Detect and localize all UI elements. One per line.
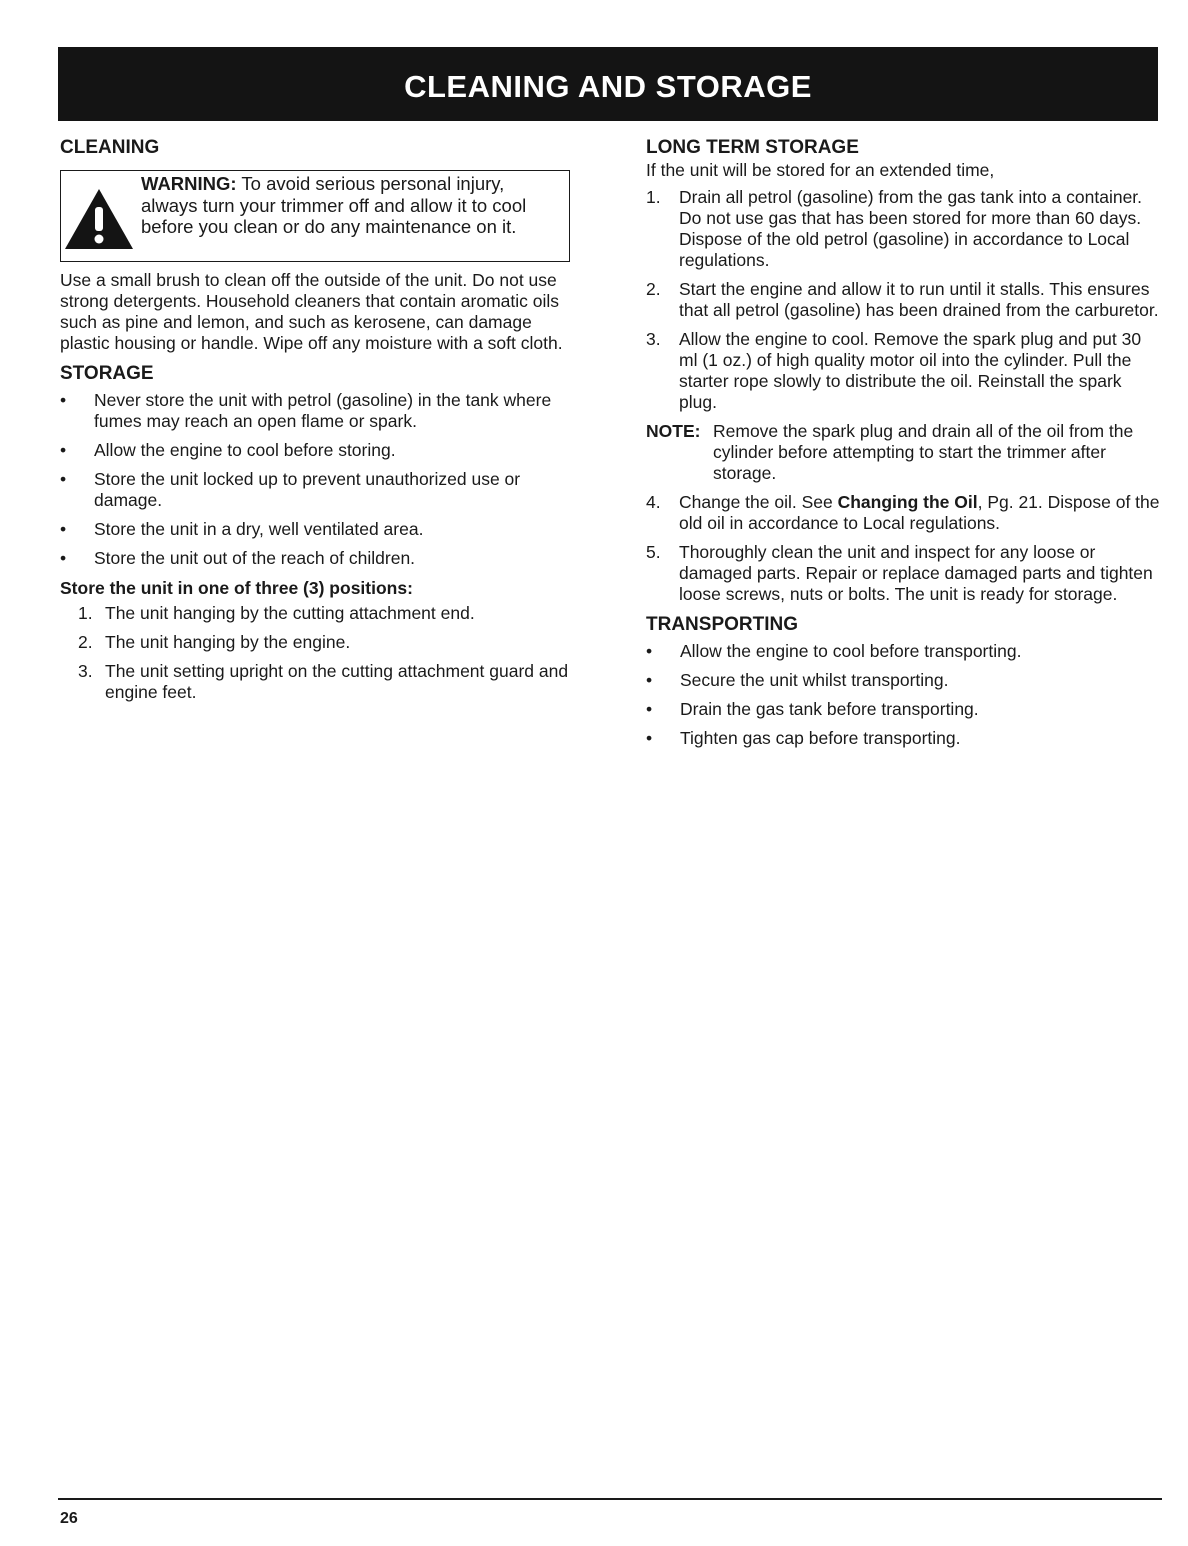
note-block	[646, 421, 1161, 484]
list-number: 1.	[78, 603, 93, 623]
list-number: 4.	[646, 492, 661, 512]
long-term-steps	[646, 187, 1161, 413]
list-item	[60, 603, 572, 624]
list-item	[646, 187, 1161, 271]
list-item: • Allow the engine to cool before transporting.	[646, 641, 1161, 662]
list-item: • Store the unit in a dry, well ventilated area.	[60, 519, 572, 540]
list-number: 2.	[78, 632, 93, 652]
list-item: • Secure the unit whilst transporting.	[646, 670, 1161, 691]
list-text: Drain all petrol (gasoline) from the gas tank into a container. Do not use gas that has been stored for more than 60 days. Dispose of the old petrol (gasoline) in accordance to Local regulations.	[679, 187, 1143, 270]
list-text: Start the engine and allow it to run until it stalls. This ensures that all petrol (gasoline) has been drained from the carburetor.	[679, 279, 1159, 320]
transporting-bullet-list	[646, 641, 1161, 749]
right-column	[646, 136, 1161, 757]
positions-list	[60, 603, 572, 703]
long-term-storage-heading: LONG TERM STORAGE	[646, 137, 859, 158]
page-title: CLEANING AND STORAGE	[404, 69, 812, 104]
note-label: NOTE:	[646, 421, 701, 441]
list-text: Allow the engine to cool. Remove the spark plug and put 30 ml (1 oz.) of high quality motor oil into the cylinder. Pull the starter rope slowly to distribute the oil. Reinstall the spark plug.	[679, 329, 1142, 412]
cleaning-body: Use a small brush to clean off the outside of the unit. Do not use strong detergents. Household cleaners that contain aromatic oils such as pine and lemon, and such as kerosene, can damage plastic housing or handle. Wipe off any moisture with a soft cloth.	[60, 270, 563, 353]
warning-triangle-icon	[63, 187, 135, 251]
changing-oil-reference: Changing the Oil	[837, 492, 978, 512]
transporting-heading: TRANSPORTING	[646, 614, 798, 635]
list-number: 3.	[78, 661, 93, 681]
positions-heading: Store the unit in one of three (3) positions:	[60, 578, 413, 598]
left-column	[60, 136, 572, 711]
list-number: 3.	[646, 329, 661, 349]
list-item	[646, 279, 1161, 321]
list-item: • Store the unit locked up to prevent unauthorized use or damage.	[60, 469, 572, 511]
list-item	[60, 632, 572, 653]
list-text: Thoroughly clean the unit and inspect for any loose or damaged parts. Repair or replace damaged parts and tighten loose screws, nuts or bolts. The unit is ready for storage.	[679, 542, 1153, 604]
list-text: Change the oil. See	[679, 492, 838, 512]
list-number: 1.	[646, 187, 661, 207]
list-item	[60, 661, 572, 703]
list-text: The unit hanging by the cutting attachment end.	[105, 603, 475, 623]
list-text: The unit hanging by the engine.	[105, 632, 351, 652]
list-number: 2.	[646, 279, 661, 299]
page-title-banner	[58, 47, 1158, 121]
list-item	[646, 492, 1161, 534]
long-term-intro: If the unit will be stored for an extended time,	[646, 160, 995, 180]
note-text: Remove the spark plug and drain all of the oil from the cylinder before attempting to start the trimmer after storage.	[713, 421, 1134, 483]
long-term-steps-continued	[646, 492, 1161, 605]
list-item: • Tighten gas cap before transporting.	[646, 728, 1161, 749]
list-text: , Pg. 21. Dispose of the old oil in accordance to Local regulations.	[679, 492, 1160, 533]
list-item	[646, 329, 1161, 413]
storage-heading: STORAGE	[60, 363, 154, 384]
warning-box	[60, 170, 570, 262]
list-item: • Never store the unit with petrol (gasoline) in the tank where fumes may reach an open flame or spark.	[60, 390, 572, 432]
list-item: • Allow the engine to cool before storing.	[60, 440, 572, 461]
warning-text-block	[141, 173, 565, 238]
cleaning-heading: CLEANING	[60, 137, 160, 158]
list-item: • Store the unit out of the reach of children.	[60, 548, 572, 569]
list-item	[646, 542, 1161, 605]
list-item: • Drain the gas tank before transporting.	[646, 699, 1161, 720]
warning-text: To avoid serious personal injury, always turn your trimmer off and allow it to cool before you clean or do any maintenance on it.	[141, 173, 527, 237]
list-text: The unit setting upright on the cutting attachment guard and engine feet.	[105, 661, 569, 702]
footer-divider	[58, 1498, 1162, 1500]
page-number: 26	[60, 1510, 78, 1527]
storage-bullet-list	[60, 390, 572, 569]
list-number: 5.	[646, 542, 661, 562]
warning-label: WARNING:	[141, 173, 237, 194]
